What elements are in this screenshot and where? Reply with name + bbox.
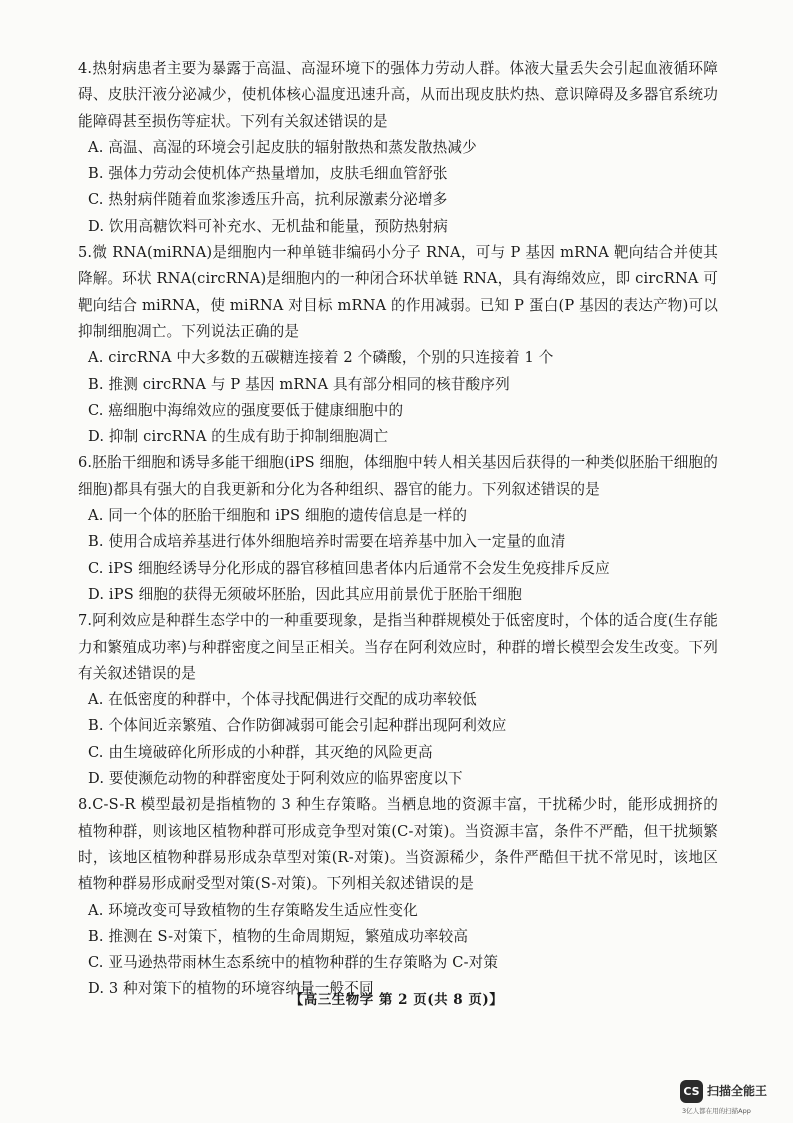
option-d: D. 饮用高糖饮料可补充水、无机盐和能量，预防热射病 — [88, 217, 449, 235]
question-text: 胚胎干细胞和诱导多能干细胞(iPS 细胞，体细胞中转人相关基因后获得的一种类似胚胎干细胞的细胞)都具有强大的自我更新和分化为各种组织、器官的能力。下列叙述错误的是 — [78, 454, 718, 498]
scanner-watermark — [680, 1080, 790, 1116]
option-b: B. 使用合成培养基进行体外细胞培养时需要在培养基中加入一定量的血清 — [88, 533, 566, 551]
option-list — [78, 898, 718, 1003]
question-stem — [78, 240, 718, 345]
option-b: B. 个体间近亲繁殖、合作防御减弱可能会引起种群出现阿利效应 — [88, 717, 507, 735]
camscanner-logo-icon: CS — [680, 1080, 703, 1103]
option-list — [78, 503, 718, 608]
option-b: B. 推测在 S-对策下，植物的生命周期短，繁殖成功率较高 — [88, 927, 469, 945]
option-a: A. 环境改变可导致植物的生存策略发生适应性变化 — [88, 901, 418, 919]
option-b: B. 推测 circRNA 与 P 基因 mRNA 具有部分相同的核苷酸序列 — [88, 375, 510, 393]
question-text: 热射病患者主要为暴露于高温、高湿环境下的强体力劳动人群。体液大量丢失会引起血液循环障碍、皮肤汗液分泌减少，使机体核心温度迅速升高，从而出现皮肤灼热、意识障碍及多器官系统功能障碍甚至损伤等症状。下列有关叙述错误的是 — [78, 60, 718, 130]
option-d: D. iPS 细胞的获得无须破坏胚胎，因此其应用前景优于胚胎干细胞 — [88, 585, 522, 603]
option-b: B. 强体力劳动会使机体产热量增加，皮肤毛细血管舒张 — [88, 165, 448, 183]
question-text: 微 RNA(miRNA)是细胞内一种单链非编码小分子 RNA，可与 P 基因 mRNA 靶向结合并使其降解。环状 RNA(circRNA)是细胞内的一种闭合环状单链 RNA，具有海绵效应，即 circRNA 可靶向结合 miRNA，使 miRNA 对目标 mRNA 的作用减弱。已知 P 蛋白(P 基因的表达产物)可以抑制细胞凋亡。下列说法正确的是 — [78, 244, 718, 340]
question-5 — [78, 240, 718, 450]
option-d: D. 要使濒危动物的种群密度处于阿利效应的临界密度以下 — [88, 770, 463, 788]
option-list — [78, 135, 718, 240]
option-d: D. 抑制 circRNA 的生成有助于抑制细胞凋亡 — [88, 428, 389, 446]
question-number: 7. — [78, 612, 93, 630]
option-c: C. iPS 细胞经诱导分化形成的器官移植回患者体内后通常不会发生免疫排斥反应 — [88, 559, 610, 577]
option-c: C. 癌细胞中海绵效应的强度要低于健康细胞中的 — [88, 401, 404, 419]
option-c: C. 亚马逊热带雨林生态系统中的植物种群的生存策略为 C-对策 — [88, 954, 499, 972]
question-text: C-S-R 模型最初是指植物的 3 种生存策略。当栖息地的资源丰富，干扰稀少时，能形成拥挤的植物种群，则该地区植物种群可形成竞争型对策(C-对策)。当资源丰富，条件不严酷，但干扰频繁时，该地区植物种群易形成杂草型对策(R-对策)。当资源稀少，条件严酷但干扰不常见时，该地区植物种群易形成耐受型对策(S-对策)。下列相关叙述错误的是 — [78, 796, 718, 893]
question-number: 4. — [78, 60, 93, 77]
option-c: C. 热射病伴随着血浆渗透压升高，抗利尿激素分泌增多 — [88, 191, 448, 209]
option-a: A. circRNA 中大多数的五碳糖连接着 2 个磷酸，个别的只连接着 1 个 — [88, 349, 554, 367]
question-7 — [78, 608, 718, 792]
scanner-tagline: 3亿人都在用的扫描App — [682, 1107, 751, 1115]
option-d: D. 3 种对策下的植物的环境容纳量一般不同 — [88, 980, 374, 998]
question-number: 8. — [78, 796, 93, 814]
option-a: A. 在低密度的种群中，个体寻找配偶进行交配的成功率较低 — [88, 691, 477, 709]
question-4 — [78, 56, 718, 240]
option-a: A. 高温、高湿的环境会引起皮肤的辐射散热和蒸发散热减少 — [88, 138, 477, 156]
question-6 — [78, 450, 718, 608]
scanner-app-name: 扫描全能王 — [707, 1084, 768, 1098]
question-stem — [78, 608, 718, 687]
option-c: C. 由生境破碎化所形成的小种群，其灭绝的风险更高 — [88, 743, 433, 761]
question-text: 阿利效应是种群生态学中的一种重要现象，是指当种群规模处于低密度时，个体的适合度(生存能力和繁殖成功率)与种群密度之间呈正相关。当存在阿利效应时，种群的增长模型会发生改变。下列有关叙述错误的是 — [78, 612, 718, 682]
option-list — [78, 345, 718, 450]
question-stem — [78, 450, 718, 503]
option-a: A. 同一个体的胚胎干细胞和 iPS 细胞的遗传信息是一样的 — [88, 507, 468, 525]
question-stem — [78, 56, 718, 135]
option-list — [78, 687, 718, 792]
question-8 — [78, 792, 718, 1002]
question-number: 5. — [78, 244, 93, 262]
page-footer: 【高三生物学 第 2 页(共 8 页)】 — [289, 992, 504, 1008]
question-number: 6. — [78, 454, 93, 472]
question-list — [78, 56, 718, 1003]
question-stem — [78, 792, 718, 897]
